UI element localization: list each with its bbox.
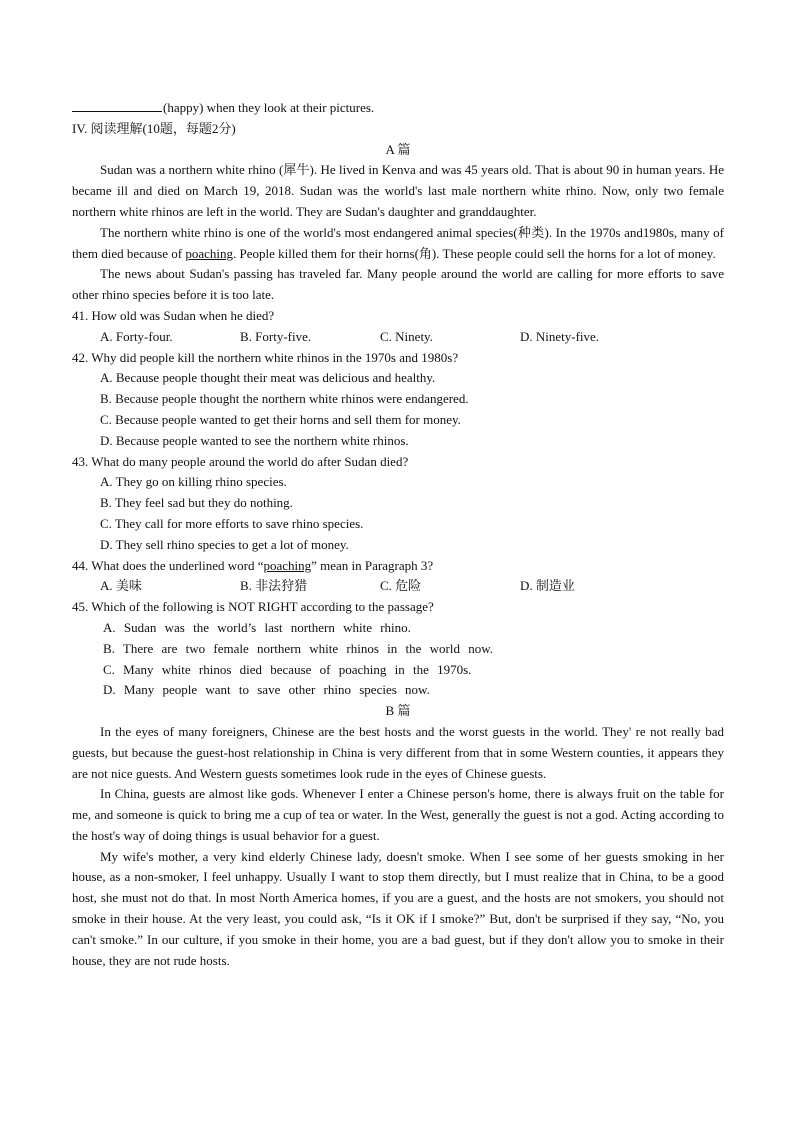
section-title: IV. 阅读理解(10题，每题2分)	[72, 120, 236, 136]
question-45	[72, 597, 724, 701]
option-d[interactable]: D. 制造业	[520, 578, 575, 594]
paragraph-2-text-after: . People killed them for their horns(角). These people could sell the horns for a lot of money.	[233, 245, 716, 261]
passage-b-paragraph-2: In China, guests are almost like gods. Whenever I enter a Chinese person's home, there is always fruit on the table for me, and someone is quick to bring me a cup of tea or water. In the West, generally the guest is not a god. Acting according to the host's way of doing things is usual behavior for a guest.	[72, 786, 724, 843]
question-44	[72, 556, 724, 598]
passage-b-heading: B 篇	[385, 703, 411, 719]
question-42	[72, 348, 724, 452]
passage-b-paragraph-1: In the eyes of many foreigners, Chinese are the best hosts and the worst guests in the world. They' re not really bad guests, but because the guest-host relationship in China is very different from that in some Western counties, it appears they are not nice guests. And Western guests sometimes look rude in the eyes of Chinese guests.	[72, 723, 724, 781]
underlined-word-poaching: poaching	[185, 245, 233, 261]
option-b[interactable]: B. 非法狩猎	[240, 578, 308, 594]
option-c[interactable]: C. Ninety.	[380, 328, 433, 344]
option-d[interactable]: D. Ninety-five.	[520, 328, 600, 344]
question-44-stem	[72, 556, 724, 577]
option-b[interactable]: B. There are two female northern white rhinos in the world now.	[103, 640, 494, 656]
question-44-underlined-word: poaching	[263, 557, 312, 573]
option-d[interactable]: D. They sell rhino species to get a lot of money.	[100, 536, 349, 552]
option-d[interactable]: D. Because people wanted to see the northern white rhinos.	[100, 432, 409, 448]
option-c[interactable]: C. Because people wanted to get their horns and sell them for money.	[100, 411, 461, 427]
option-b[interactable]: B. Because people thought the northern white rhinos were endangered.	[100, 391, 469, 407]
paragraph-2-text-before: The northern white rhino is one of the world's most endangered animal species(种类). In the 1970s and1980s, many of them died because of	[72, 224, 724, 261]
passage-a-paragraph-1: Sudan was a northern white rhino (犀牛). He lived in Kenva and was 45 years old. That is about 90 in human years. He became ill and died on March 19, 2018. Sudan was the world's last male northern white rhino. Now, only two female northern white rhinos are left in the world. They are Sudan's daughter and granddaughter.	[72, 162, 724, 219]
option-a[interactable]: A. 美味	[100, 578, 142, 594]
question-41-options	[72, 327, 724, 348]
question-41-stem: 41. How old was Sudan when he died?	[72, 307, 275, 323]
fill-in-text: (happy) when they look at their pictures.	[163, 100, 375, 115]
option-d[interactable]: D. Many people want to save other rhino species now.	[103, 682, 430, 698]
option-a[interactable]: A. Because people thought their meat was delicious and healthy.	[100, 370, 436, 386]
question-45-stem: 45. Which of the following is NOT RIGHT according to the passage?	[72, 599, 434, 615]
option-a[interactable]: A. Forty-four.	[100, 328, 173, 344]
fill-in-line	[72, 97, 724, 119]
question-41	[72, 306, 724, 348]
option-a[interactable]: A. Sudan was the world’s last northern white rhino.	[103, 619, 411, 635]
question-44-options	[72, 576, 724, 597]
option-c[interactable]: C. They call for more efforts to save rhino species.	[100, 515, 364, 531]
answer-blank[interactable]	[72, 97, 162, 112]
question-42-stem: 42. Why did people kill the northern white rhinos in the 1970s and 1980s?	[72, 349, 459, 365]
exam-page	[72, 97, 724, 971]
option-a[interactable]: A. They go on killing rhino species.	[100, 474, 287, 490]
question-44-text-before: 44. What does the underlined word “	[72, 557, 264, 573]
question-44-text-after: ” mean in Paragraph 3?	[311, 557, 434, 573]
question-43	[72, 452, 724, 556]
option-b[interactable]: B. They feel sad but they do nothing.	[100, 495, 293, 511]
option-c[interactable]: C. Many white rhinos died because of poaching in the 1970s.	[103, 661, 472, 677]
passage-b-paragraph-3: My wife's mother, a very kind elderly Chinese lady, doesn't smoke. When I see some of her guests smoking in her house, as a non-smoker, I feel unhappy. Usually I want to stop them directly, but I must realize that in China, to be a good host, she must not do that. In most North America homes, if you are a guest, and the hosts are not smokers, you should not smoke in their house. At the very least, you could ask, “Is it OK if I smoke?” But, don't be surprised if they say, “No, you can't smoke.” In our culture, if you smoke in their home, you are a bad guest, but if they don't allow you to smoke in their house, they are not rude hosts.	[72, 848, 724, 968]
passage-a-heading: A 篇	[385, 141, 411, 157]
option-b[interactable]: B. Forty-five.	[240, 328, 312, 344]
question-43-stem: 43. What do many people around the world do after Sudan died?	[72, 453, 409, 469]
option-c[interactable]: C. 危险	[380, 578, 422, 594]
passage-a-paragraph-3: The news about Sudan's passing has traveled far. Many people around the world are calling for more efforts to save other rhino species before it is too late.	[72, 266, 724, 303]
passage-a-paragraph-2	[72, 223, 724, 265]
